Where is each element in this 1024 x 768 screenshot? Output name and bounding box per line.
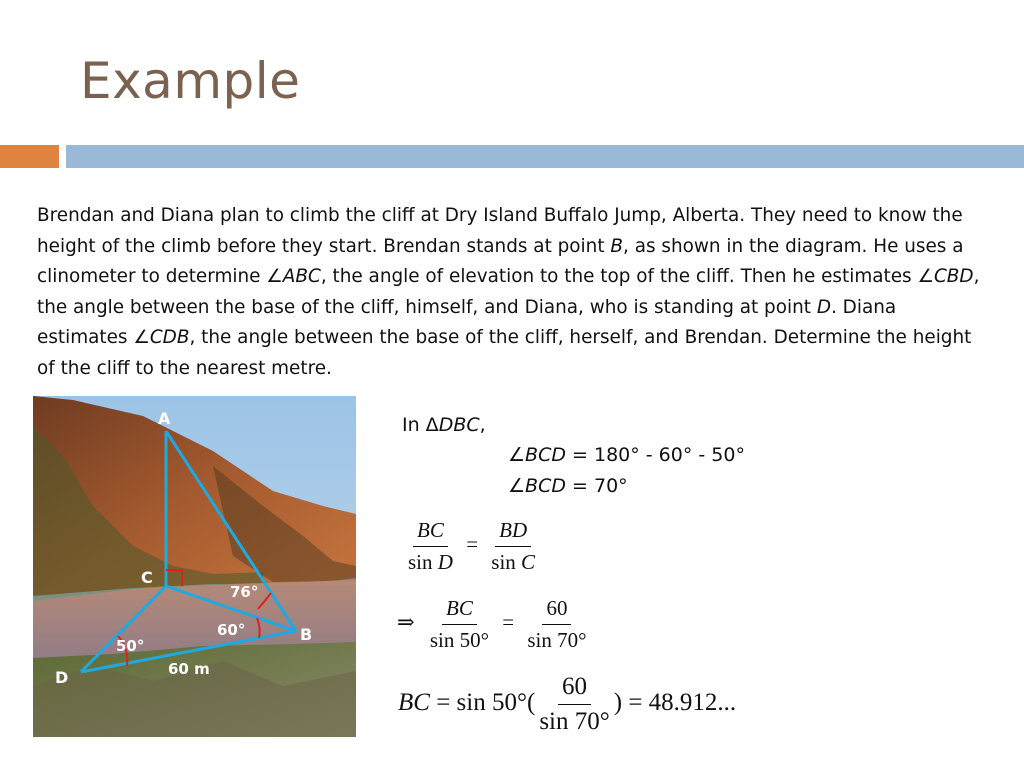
solution-intro: [402, 414, 486, 436]
angle-50-label: 50°: [116, 637, 145, 655]
sine-law-equation: [404, 518, 539, 575]
lhs-variable: BC: [398, 689, 430, 717]
angle-name: ABC: [282, 266, 321, 287]
denominator-var: D: [437, 550, 453, 574]
sin-fn: sin: [491, 550, 522, 574]
equation-part: = sin 50°(: [429, 689, 536, 717]
problem-text: , as shown in the diagram. He uses a clinometer to determine ∠: [37, 235, 964, 287]
problem-text: , the angle between the base of the cliff, himself, and Diana, who is standing at point: [37, 266, 980, 318]
point-label: B: [610, 235, 624, 257]
slide-title: Example: [80, 52, 301, 110]
numerator: BC: [446, 596, 473, 620]
denominator: sin 50°: [429, 628, 490, 652]
point-a-label: A: [158, 409, 171, 428]
fraction-left: [404, 518, 457, 575]
angle-name: BCD: [525, 444, 566, 466]
cliff-diagram-photo: [33, 396, 356, 737]
angle-76-label: 76°: [230, 583, 259, 601]
problem-text: . Diana estimates ∠: [37, 296, 897, 348]
denominator: sin 70°: [539, 708, 610, 735]
point-d-label: D: [55, 668, 69, 687]
fraction-right: [487, 518, 539, 575]
denominator: sin 70°: [527, 628, 587, 652]
angle-symbol: ∠: [508, 444, 526, 466]
angle-60-label: 60°: [217, 621, 246, 639]
denominator-var: C: [521, 550, 536, 574]
point-label: D: [816, 296, 831, 318]
angle-sum-line: [508, 444, 745, 466]
implies-arrow: ⇒: [397, 610, 415, 635]
problem-statement: [37, 201, 992, 384]
angle-sum-text: = 180° - 60° - 50°: [565, 444, 745, 466]
numerator: 60: [542, 596, 571, 625]
problem-text: , the angle of elevation to the top of the cliff. Then he estimates ∠: [320, 266, 934, 287]
problem-text: Brendan and Diana plan to climb the cliff at Dry Island Buffalo Jump, Alberta. They need to know the height of the climb before they start. Brendan stands at point: [37, 205, 963, 257]
intro-text: In Δ: [402, 414, 439, 436]
distance-label: 60 m: [168, 660, 210, 678]
fraction-right: [523, 596, 590, 653]
triangle-name: DBC: [438, 414, 480, 436]
sin-fn: sin: [408, 550, 438, 574]
substitution-equation: [397, 596, 591, 653]
numerator: BD: [499, 518, 528, 542]
angle-name: BCD: [525, 475, 566, 497]
point-b-label: B: [300, 625, 313, 644]
angle-result-text: = 70°: [565, 475, 628, 497]
accent-bar-orange: [0, 145, 59, 168]
angle-name: CBD: [933, 266, 974, 287]
fraction-left: [426, 596, 493, 653]
angle-name: CDB: [149, 327, 190, 348]
result-text: ) = 48.912...: [613, 689, 737, 717]
angle-result-line: [508, 475, 628, 497]
final-fraction: [535, 673, 613, 736]
final-equation: [398, 673, 736, 736]
equals-sign: =: [502, 610, 515, 635]
accent-bar-blue: [66, 145, 1024, 168]
numerator: BC: [417, 518, 444, 542]
intro-comma: ,: [479, 414, 486, 436]
numerator: 60: [558, 673, 591, 705]
equals-sign: =: [466, 532, 479, 557]
problem-text: , the angle between the base of the cliff, herself, and Brendan. Determine the height of the cliff to the nearest metre.: [37, 327, 972, 379]
point-c-label: C: [141, 568, 153, 587]
angle-symbol: ∠: [508, 475, 526, 497]
